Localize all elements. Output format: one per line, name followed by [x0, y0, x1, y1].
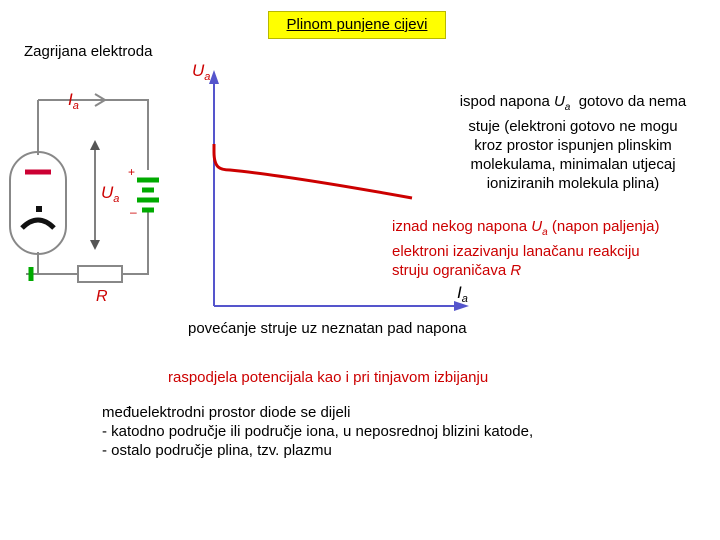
voltage-label: $U_a$ [101, 183, 120, 205]
note-line: - ostalo područje plina, tzv. plazmu [102, 442, 332, 459]
note-line: međuelektrodni prostor diode se dijeli [102, 404, 351, 421]
x-axis-label: $I_a$ [457, 283, 468, 305]
note-line: elektroni izazivanju lanačanu reakciju [392, 243, 640, 260]
cathode-dot [36, 206, 42, 212]
resistor-box [78, 266, 122, 282]
note-line: struju ograničava R [392, 262, 522, 279]
note-diode-space [102, 403, 702, 460]
circuit-diagram [0, 60, 190, 310]
note-line: stuje (elektroni gotovo ne mogu [468, 118, 678, 135]
resistor-label: R [96, 288, 108, 305]
note-line: iznad nekog napona $U_a$ (napon paljenja) [392, 218, 660, 238]
tube-body [10, 152, 66, 254]
y-axis-arrow-icon [209, 70, 219, 84]
page-title: Plinom punjene cijevi [268, 11, 446, 39]
cathode-filament [22, 220, 54, 228]
note-below-voltage [438, 92, 708, 193]
bottom-wire [38, 252, 78, 274]
electrode-label: Zagrijana elektroda [24, 43, 153, 60]
note-potential-distribution: raspodjela potencijala kao i pri tinjavom izbijanju [168, 369, 489, 386]
y-axis-label: $U_a$ [192, 61, 211, 83]
arrow-down-icon [90, 240, 100, 250]
note-line: kroz prostor ispunjen plinskim [474, 137, 672, 154]
current-label: $I_a$ [68, 90, 79, 112]
top-wire [38, 100, 148, 170]
characteristic-curve [214, 144, 412, 198]
note-line: ioniziranih molekula plina) [486, 175, 660, 192]
plus-sign: + [128, 165, 136, 179]
minus-sign: – [130, 205, 137, 219]
right-wire [122, 212, 148, 274]
note-above-voltage [392, 217, 712, 280]
note-line: - katodno područje ili područje iona, u neposrednoj blizini katode, [102, 423, 534, 440]
arrow-up-icon [90, 140, 100, 150]
note-current-increase: povećanje struje uz neznatan pad napona [188, 320, 467, 337]
note-line: ispod napona $U_a$ gotovo da nema [459, 93, 687, 113]
note-line: molekulama, minimalan utjecaj [470, 156, 676, 173]
